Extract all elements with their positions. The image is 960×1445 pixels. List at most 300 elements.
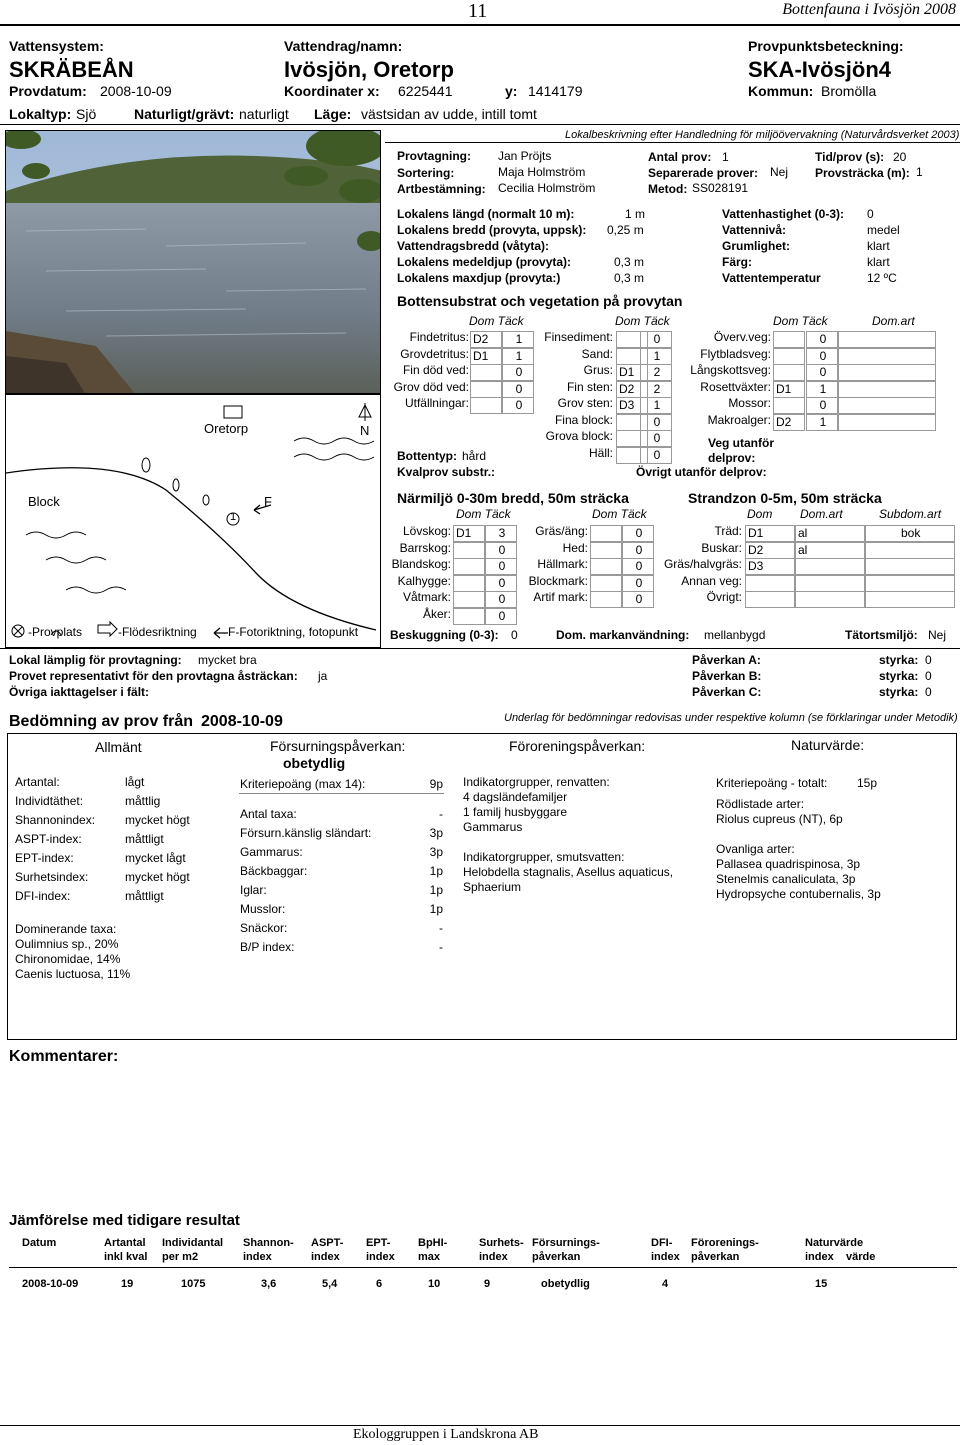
substrat-tack-cell: 0 (640, 430, 672, 447)
styrka-value: 0 (925, 669, 932, 683)
vattentemperatur-value: 12 ºC (867, 271, 897, 285)
vattenhastighet-label: Vattenhastighet (0-3): (722, 207, 845, 221)
allmant-label: Individtäthet: (15, 794, 84, 808)
forsurning-value: - (439, 921, 443, 935)
dominerande-taxa-line: Oulimnius sp., 20% (15, 937, 119, 951)
map-label-block: Block (28, 494, 60, 509)
narmiljo-tack-cell: 0 (622, 591, 654, 608)
strandzon-header-domart: Dom.art (800, 507, 843, 521)
vattendragsbredd-label: Vattendragsbredd (våtyta): (397, 239, 550, 253)
naturvarde-line: Stenelmis canaliculata, 3p (716, 872, 856, 886)
substrat-dom-cell: D2 (470, 331, 502, 348)
dominerande-taxa-line: Dominerande taxa: (15, 922, 117, 936)
substrat-label: Fin död ved: (402, 363, 469, 377)
strandzon-title: Strandzon 0-5m, 50m sträcka (688, 490, 882, 506)
strandzon-subdom-cell: bok (865, 525, 955, 542)
jamforelse-header-line1: Datum (22, 1237, 57, 1249)
substrat-dom-cell (773, 348, 805, 365)
kommentarer-label: Kommentarer: (9, 1048, 119, 1065)
forsurning-value: 9p (429, 777, 443, 791)
allmant-label: ASPT-index: (15, 832, 82, 846)
narmiljo-dom-cell (453, 591, 485, 608)
substrat-label: Grova block: (545, 429, 613, 443)
jamforelse-header-line2: index (366, 1251, 395, 1263)
vattenniva-label: Vattennivå: (722, 223, 787, 237)
map-label-oretorp: Oretorp (204, 421, 249, 436)
strandzon-subdom-cell (865, 591, 955, 608)
forsurning-value: - (439, 807, 443, 821)
allmant-label: Shannonindex: (15, 813, 96, 827)
substrat-label: Grovdetritus: (400, 346, 469, 361)
strandzon-dom-cell (745, 575, 795, 592)
narmiljo-dom-cell (453, 575, 485, 592)
strandzon-domart-cell: al (795, 525, 865, 542)
substrat-domart-cell (838, 364, 936, 381)
legend-provplats: -Provplats (28, 625, 83, 639)
fororening-line: Gammarus (463, 820, 523, 834)
allmant-value: lågt (125, 775, 145, 789)
grumlighet-value: klart (867, 239, 890, 253)
lokaltyp-label: Lokaltyp: (9, 106, 72, 122)
markanvandning-label: Dom. markanvändning: (556, 628, 690, 642)
naturvarde-line: Hydropsyche contubernalis, 3p (716, 887, 881, 901)
lokal-langd-value: 1 m (625, 207, 646, 221)
substrat-tack-cell: 0 (806, 331, 838, 348)
substrat-domart-cell (838, 348, 936, 365)
substrat-dom-cell (773, 364, 805, 381)
substrat-label: Makroalger: (707, 412, 771, 427)
strandzon-label: Övrigt: (706, 590, 742, 604)
substrat-tack-cell: 0 (806, 348, 838, 365)
substrat-dom-cell: D2 (773, 414, 805, 431)
jamforelse-cell: 5,4 (322, 1278, 338, 1290)
koord-y-label: y: (505, 83, 518, 99)
fororening-header: Föroreningspåverkan: (509, 738, 646, 754)
jamforelse-header-line1: Förorenings- (691, 1237, 759, 1249)
forsurning-header: Försurningspåverkan: (270, 738, 406, 754)
substrat-domart-cell (838, 397, 936, 414)
strandzon-label: Buskar: (701, 540, 742, 555)
narmiljo-tack-cell: 3 (485, 525, 517, 542)
fororening-line: 4 dagsländefamiljer (463, 790, 568, 804)
grumlighet-label: Grumlighet: (722, 239, 790, 253)
narmiljo-dom-cell (453, 608, 485, 625)
substrat-tack-cell: 0 (806, 364, 838, 381)
strandzon-label: Gräs/halvgräs: (663, 557, 742, 571)
strandzon-domart-cell (795, 591, 865, 608)
bedomning-title: Bedömning av prov från (9, 713, 194, 730)
strandzon-dom-cell: D2 (745, 542, 795, 559)
paverkan-label: Påverkan B: (692, 669, 762, 683)
tid-prov-label: Tid/prov (s): (815, 150, 885, 164)
narmiljo-title: Närmiljö 0-30m bredd, 50m sträcka (397, 490, 629, 506)
vattentemperatur-label: Vattentemperatur (722, 271, 821, 285)
representativt-value: ja (318, 669, 328, 683)
kvalprov-label: Kvalprov substr.: (397, 465, 496, 479)
narmiljo-tack-cell: 0 (485, 575, 517, 592)
substrat-label: Överv.veg: (713, 330, 771, 344)
jamforelse-header-line2: max (418, 1251, 441, 1263)
strandzon-domart-cell: al (795, 542, 865, 559)
paverkan-label: Påverkan A: (692, 653, 761, 667)
vattensystem-value: SKRÄBEÅN (9, 57, 134, 82)
lamplig-label: Lokal lämplig för provtagning: (9, 653, 182, 667)
jamforelse-header-line1: Naturvärde (805, 1237, 864, 1249)
strandzon-dom-cell: D1 (745, 525, 795, 542)
substrat-domart-cell (838, 381, 936, 398)
fororening-line: Helobdella stagnalis, Asellus aquaticus, (463, 865, 674, 879)
narmiljo-dom-cell (590, 542, 622, 559)
substrat-header-domart: Dom.art (872, 314, 915, 328)
naturligt-label: Naturligt/grävt: (134, 106, 235, 122)
jamforelse-header-line1: EPT- (366, 1237, 391, 1249)
narmiljo-tack-cell: 0 (485, 542, 517, 559)
strandzon-header-dom: Dom (747, 507, 773, 521)
fororening-line: Sphaerium (463, 880, 522, 894)
naturvarde-line: Rödlistade arter: (716, 797, 805, 811)
dominerande-taxa-line: Caenis luctuosa, 11% (15, 967, 131, 981)
jamforelse-cell: 15 (815, 1278, 828, 1290)
sortering-label: Sortering: (397, 166, 455, 180)
koord-x-value: 6225441 (398, 83, 453, 99)
fororening-line: Indikatorgrupper, smutsvatten: (463, 850, 625, 864)
narmiljo-label: Åker: (422, 606, 451, 621)
bottentyp-value: hård (462, 449, 487, 463)
narmiljo-label: Blandskog: (391, 557, 451, 571)
kommun-value: Bromölla (821, 83, 877, 99)
allmant-header: Allmänt (95, 739, 142, 755)
substrat-label: Flytbladsveg: (700, 346, 771, 361)
paverkan-label: Påverkan C: (692, 685, 762, 699)
substrat-label: Mossor: (728, 396, 771, 410)
map-label-north: N (360, 423, 370, 438)
substrat-label: Grus: (583, 363, 613, 377)
substrat-tack-cell: 1 (806, 381, 838, 398)
substrat-dom-cell (773, 331, 805, 348)
provdatum-value: 2008-10-09 (100, 83, 172, 99)
narmiljo-dom-cell (590, 525, 622, 542)
substrat-tack-cell: 0 (502, 364, 534, 381)
koord-x-label: Koordinater x: (284, 83, 380, 99)
substrat-label: Fin sten: (566, 379, 613, 394)
substrat-label: Grov död ved: (393, 379, 469, 394)
map-label-f: F (264, 494, 272, 509)
strandzon-dom-cell (745, 591, 795, 608)
lokal-bredd-label: Lokalens bredd (provyta, uppsk): (397, 223, 587, 237)
site-map (5, 394, 381, 648)
narmiljo-label: Hed: (562, 540, 588, 555)
lage-label: Läge: (314, 106, 352, 122)
jamforelse-header-line1: ASPT- (311, 1237, 344, 1249)
underlag-note: Underlag för bedömningar redovisas under respektive kolumn (se förklaringar under Metodik) (504, 712, 958, 724)
jamforelse-header-line2: index (651, 1251, 680, 1263)
artbestamning-label: Artbestämning: (397, 182, 486, 196)
natur-kriteriepoang-label: Kriteriepoäng - totalt: (716, 776, 828, 790)
substrat-dom-cell: D1 (470, 348, 502, 365)
tatortsmiljo-label: Tätortsmiljö: (845, 628, 918, 642)
forsurning-label: Gammarus: (240, 845, 303, 859)
jamforelse-header-line2: index värde (805, 1251, 876, 1263)
tatortsmiljo-value: Nej (928, 628, 947, 642)
narmiljo-header-1: Dom Täck (456, 507, 511, 521)
metod-label: Metod: (648, 182, 688, 196)
substrat-tack-cell: 0 (806, 397, 838, 414)
jamforelse-cell: obetydlig (541, 1278, 590, 1290)
substrat-tack-cell: 2 (640, 381, 672, 398)
strandzon-subdom-cell (865, 542, 955, 559)
medeldjup-value: 0,3 m (614, 255, 645, 269)
narmiljo-tack-cell: 0 (622, 525, 654, 542)
metod-value: SS028191 (692, 181, 749, 195)
allmant-value: måttlig (125, 794, 161, 808)
vattendrag-value: Ivösjön, Oretorp (284, 57, 454, 82)
jamforelse-cell: 6 (376, 1278, 383, 1290)
substrat-tack-cell: 0 (640, 447, 672, 464)
jamforelse-cell: 3,6 (261, 1278, 277, 1290)
jamforelse-cell: 1075 (181, 1278, 206, 1290)
styrka-label: styrka: (879, 653, 919, 667)
substrat-domart-cell (838, 331, 936, 348)
jamforelse-header-line1: BpHI- (418, 1237, 448, 1249)
footer: Ekologgruppen i Landskrona AB (353, 1427, 539, 1442)
lokalbeskrivning-note: Lokalbeskrivning efter Handledning för miljöövervakning (Naturvårdsverket 2003) (565, 129, 960, 141)
substrat-label: Sand: (581, 346, 613, 361)
substrat-tack-cell: 0 (640, 414, 672, 431)
legend-flodesriktning: -Flödesriktning (118, 625, 197, 639)
jamforelse-cell: 4 (662, 1278, 669, 1290)
forsurning-label: Iglar: (240, 883, 267, 897)
substrat-dom-cell: D1 (773, 381, 805, 398)
doc-title: Bottenfauna i Ivösjön 2008 (782, 1, 956, 18)
forsurning-value: - (439, 940, 443, 954)
natur-kriteriepoang-value: 15p (857, 776, 878, 790)
styrka-label: styrka: (879, 669, 919, 683)
maxdjup-value: 0,3 m (614, 271, 645, 285)
strandzon-label: Annan veg: (681, 573, 742, 588)
lokal-bredd-value: 0,25 m (607, 223, 644, 237)
jamforelse-header-line2: index (243, 1251, 272, 1263)
strandzon-subdom-cell (865, 575, 955, 592)
allmant-value: mycket högt (125, 813, 190, 827)
styrka-label: styrka: (879, 685, 919, 699)
provdatum-label: Provdatum: (9, 83, 87, 99)
strandzon-subdom-cell (865, 558, 955, 575)
strandzon-domart-cell (795, 575, 865, 592)
strandzon-domart-cell (795, 558, 865, 575)
narmiljo-dom-cell (590, 575, 622, 592)
substrat-header-2: Dom Täck (615, 314, 670, 328)
vattenhastighet-value: 0 (867, 207, 874, 221)
allmant-label: DFI-index: (15, 889, 71, 903)
forsurning-value: 3p (429, 826, 443, 840)
allmant-label: EPT-index: (15, 851, 74, 865)
narmiljo-tack-cell: 0 (485, 608, 517, 625)
substrat-label: Grov sten: (557, 396, 613, 410)
forsurning-value: 1p (429, 902, 443, 916)
markanvandning-value: mellanbygd (704, 628, 766, 642)
medeldjup-label: Lokalens medeldjup (provyta): (397, 255, 572, 269)
substrat-tack-cell: 1 (502, 348, 534, 365)
substrat-label: Häll: (588, 445, 613, 460)
substrat-tack-cell: 1 (640, 348, 672, 365)
strandzon-header-subdom: Subdom.art (879, 507, 942, 521)
narmiljo-tack-cell: 0 (485, 591, 517, 608)
veg-utanfor-label: Veg utanför delprov: (708, 436, 775, 465)
jamforelse-header-line2: påverkan (691, 1251, 740, 1263)
forsurning-value: 3p (429, 845, 443, 859)
bottentyp-label: Bottentyp: (397, 449, 457, 463)
jamforelse-cell: 2008-10-09 (22, 1278, 79, 1290)
narmiljo-label: Lövskog: (402, 524, 451, 538)
narmiljo-tack-cell: 0 (622, 575, 654, 592)
allmant-label: Surhetsindex: (15, 870, 89, 884)
map-label-one: 1 (230, 511, 237, 523)
legend-fotoriktning: F-Fotoriktning, fotopunkt (228, 625, 359, 639)
forsurning-label: Antal taxa: (240, 807, 297, 821)
allmant-value: mycket lågt (125, 851, 186, 865)
narmiljo-tack-cell: 0 (485, 558, 517, 575)
sortering-value: Maja Holmström (498, 165, 586, 179)
jamforelse-header-line1: Individantal (162, 1237, 224, 1249)
styrka-value: 0 (925, 685, 932, 699)
fororening-line: Indikatorgrupper, renvatten: (463, 775, 610, 789)
substrat-label: Rosettväxter: (700, 379, 771, 394)
substrat-label: Finsediment: (544, 330, 613, 344)
kommun-label: Kommun: (748, 83, 814, 99)
jamforelse-header-line1: Försurnings- (532, 1237, 600, 1249)
narmiljo-dom-cell (590, 591, 622, 608)
naturvarde-line: Riolus cupreus (NT), 6p (716, 812, 843, 826)
antal-prov-label: Antal prov: (648, 150, 712, 164)
fororening-line: 1 familj husbyggare (463, 805, 568, 819)
allmant-value: måttligt (125, 832, 164, 846)
allmant-value: mycket högt (125, 870, 190, 884)
vattenniva-value: medel (867, 223, 900, 237)
jamforelse-cell: 19 (121, 1278, 134, 1290)
bedomning-date: 2008-10-09 (201, 713, 283, 730)
jamforelse-header-line2: inkl kval (104, 1251, 148, 1263)
provpunkt-label: Provpunktsbeteckning: (748, 38, 904, 54)
narmiljo-dom-cell (453, 558, 485, 575)
substrat-header-1: Dom Täck (469, 314, 524, 328)
narmiljo-dom-cell: D1 (453, 525, 485, 542)
provtagning-value: Jan Pröjts (498, 149, 552, 163)
substrat-tack-cell: 1 (806, 414, 838, 431)
jamforelse-cell: 10 (428, 1278, 441, 1290)
substrat-tack-cell: 0 (640, 331, 672, 348)
styrka-value: 0 (925, 653, 932, 667)
strandzon-dom-cell: D3 (745, 558, 795, 575)
narmiljo-label: Hällmark: (537, 557, 588, 571)
antal-prov-value: 1 (722, 150, 729, 164)
jamforelse-title: Jämförelse med tidigare resultat (9, 1212, 240, 1229)
strandzon-label: Träd: (714, 524, 742, 538)
substrat-dom-cell (773, 397, 805, 414)
naturligt-value: naturligt (239, 106, 289, 122)
forsurning-value: obetydlig (283, 755, 346, 771)
jamforelse-header-line1: Surhets- (479, 1237, 524, 1249)
page-number: 11 (468, 0, 488, 22)
forsurning-value: 1p (429, 883, 443, 897)
jamforelse-cell: 9 (484, 1278, 491, 1290)
farg-value: klart (867, 255, 890, 269)
maxdjup-label: Lokalens maxdjup (provyta:) (397, 271, 561, 285)
separerade-value: Nej (770, 165, 789, 179)
forsurning-label: Kriteriepoäng (max 14): (240, 777, 366, 791)
substrat-label: Långskottsveg: (690, 363, 771, 377)
substrat-tack-cell: 0 (502, 381, 534, 398)
jamforelse-header-line1: Artantal (104, 1237, 146, 1249)
forsurning-label: Snäckor: (240, 921, 288, 935)
tid-prov-value: 20 (893, 150, 907, 164)
vattensystem-label: Vattensystem: (9, 38, 104, 54)
narmiljo-label: Artif mark: (533, 590, 588, 604)
beskuggning-label: Beskuggning (0-3): (390, 628, 499, 642)
naturvarde-line: Pallasea quadrispinosa, 3p (716, 857, 861, 871)
narmiljo-dom-cell (453, 542, 485, 559)
vattendrag-label: Vattendrag/namn: (284, 38, 403, 54)
forsurning-value: 1p (429, 864, 443, 878)
substrat-dom-cell: D3 (616, 397, 648, 414)
narmiljo-label: Barrskog: (399, 540, 451, 555)
substrat-tack-cell: 1 (502, 331, 534, 348)
lage-value: västsidan av udde, intill tomt (361, 106, 537, 122)
separerade-label: Separerade prover: (648, 166, 759, 180)
dominerande-taxa-line: Chironomidae, 14% (15, 952, 121, 966)
substrat-domart-cell (838, 414, 936, 431)
narmiljo-label: Våtmark: (402, 590, 451, 604)
narmiljo-label: Kalhygge: (397, 573, 451, 588)
beskuggning-value: 0 (511, 628, 518, 642)
provtagning-label: Provtagning: (397, 149, 471, 163)
forsurning-label: Försurn.känslig sländart: (240, 826, 372, 840)
forsurning-label: B/P index: (240, 940, 295, 954)
narmiljo-label: Blockmark: (528, 573, 588, 588)
jamforelse-header-line2: index (479, 1251, 508, 1263)
allmant-label: Artantal: (15, 775, 60, 789)
narmiljo-tack-cell: 0 (622, 558, 654, 575)
ovrigt-utanfor-label: Övrigt utanför delprov: (636, 465, 767, 479)
forsurning-label: Bäckbaggar: (240, 864, 308, 878)
substrat-dom-cell: D1 (616, 364, 648, 381)
substrat-tack-cell: 1 (640, 397, 672, 414)
koord-y-value: 1414179 (528, 83, 583, 99)
substrat-label: Utfällningar: (404, 396, 469, 410)
lamplig-value: mycket bra (198, 653, 257, 667)
substrat-dom-cell: D2 (616, 381, 648, 398)
narmiljo-label: Gräs/äng: (535, 524, 588, 538)
substrat-label: Fina block: (554, 412, 613, 427)
naturvarde-line: Ovanliga arter: (716, 842, 795, 856)
substrat-label: Findetritus: (409, 330, 469, 344)
forsurning-label: Musslor: (240, 902, 286, 916)
allmant-value: måttligt (125, 889, 164, 903)
narmiljo-dom-cell (590, 558, 622, 575)
jamforelse-header-line1: Shannon- (243, 1237, 294, 1249)
naturvarde-header: Naturvärde: (791, 737, 865, 753)
representativt-label: Provet representativt för den provtagna åsträckan: (9, 669, 298, 683)
lokaltyp-value: Sjö (76, 106, 97, 122)
substrat-tack-cell: 0 (502, 397, 534, 414)
provstracka-value: 1 (916, 165, 923, 179)
site-photo (5, 130, 381, 394)
jamforelse-header-line2: per m2 (162, 1251, 199, 1263)
narmiljo-header-2: Dom Täck (592, 507, 647, 521)
farg-label: Färg: (722, 255, 752, 269)
substrat-header-3: Dom Täck (773, 314, 828, 328)
substrat-title: Bottensubstrat och vegetation på provytan (397, 293, 683, 309)
narmiljo-tack-cell: 0 (622, 542, 654, 559)
